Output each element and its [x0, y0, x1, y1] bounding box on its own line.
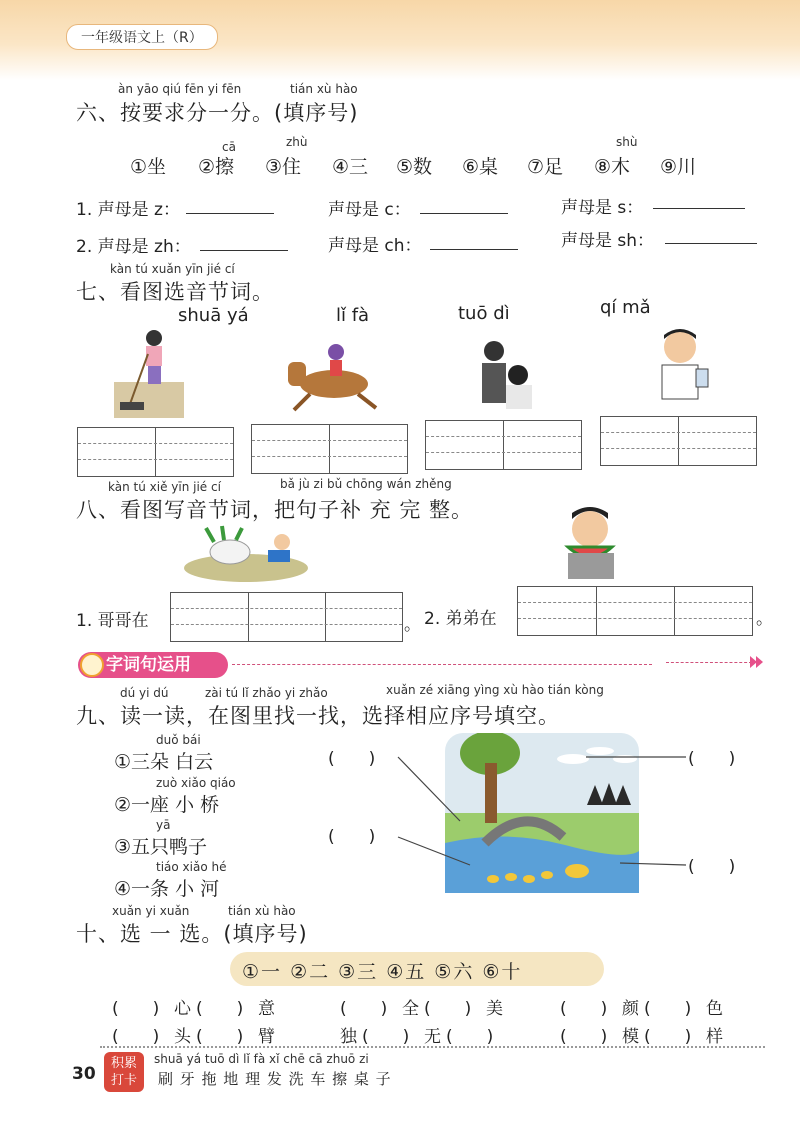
- row2-label-ch: 声母是 ch：: [328, 236, 422, 256]
- s7-title: 七、看图选音节词。: [76, 280, 274, 304]
- paren-left-bottom[interactable]: ( ): [328, 827, 376, 847]
- blank-s[interactable]: [653, 208, 745, 209]
- paren-right-top[interactable]: ( ): [688, 749, 736, 769]
- grid-s7-4[interactable]: [600, 416, 757, 466]
- s10-options: ①一 ②二 ③三 ④五 ⑤六 ⑥十: [242, 961, 523, 983]
- s10-r2-p2[interactable]: ( ): [196, 1027, 244, 1047]
- item1-pinyin: duǒ bái: [156, 733, 201, 747]
- option-5: ⑤数: [396, 156, 433, 178]
- s9-pinyin-1: dú yi dú: [120, 686, 169, 700]
- s10-r1-p4[interactable]: ( ): [424, 999, 472, 1019]
- section-divider: [232, 664, 652, 665]
- s7-pinyin: kàn tú xuǎn yīn jié cí: [110, 262, 235, 276]
- grid-s8-2[interactable]: [517, 586, 753, 636]
- s9-pinyin-3: xuǎn zé xiāng yìng xù hào tián kòng: [386, 683, 604, 697]
- s10-r1-c1: 心: [174, 999, 191, 1019]
- footer-divider: [100, 1046, 765, 1048]
- footer-pinyin: shuā yá tuō dì lǐ fà xǐ chē cā zhuō zi: [154, 1052, 369, 1066]
- s6-title: 六、按要求分一分。(填序号): [76, 101, 359, 125]
- s10-r2-c1: 头: [174, 1027, 191, 1047]
- option-3: ③住: [265, 156, 302, 178]
- blank-c[interactable]: [420, 213, 508, 214]
- option-8: ⑧木: [594, 156, 631, 178]
- option-6: ⑥桌: [462, 156, 499, 178]
- item3-text: ③五只鸭子: [114, 836, 208, 858]
- opt-pinyin-ca: cā: [222, 140, 236, 154]
- grid-s7-3[interactable]: [425, 420, 582, 470]
- word-qima: qí mǎ: [600, 297, 651, 318]
- opt-pinyin-zhu: zhù: [286, 135, 308, 149]
- row1-label-s: 声母是 s：: [561, 198, 644, 218]
- s8-sentence-2: 2. 弟弟在: [424, 609, 497, 629]
- lightbulb-icon: [80, 653, 104, 677]
- option-4: ④三: [332, 156, 369, 178]
- s6-pinyin-2: tián xù hào: [290, 82, 358, 96]
- s8-pinyin-1: kàn tú xiě yīn jié cí: [108, 480, 221, 494]
- section-divider-2: [666, 662, 752, 663]
- blank-zh[interactable]: [200, 250, 288, 251]
- grid-s7-1[interactable]: [77, 427, 234, 477]
- paren-left-top[interactable]: ( ): [328, 749, 376, 769]
- word-shuaya: shuā yá: [178, 305, 249, 326]
- item1-text: ①三朵 白云: [114, 751, 214, 773]
- s8-end-2: 。: [756, 609, 773, 629]
- s10-r2-p1[interactable]: ( ): [112, 1027, 160, 1047]
- s10-pinyin-1: xuǎn yi xuǎn: [112, 904, 190, 918]
- grid-s8-1[interactable]: [170, 592, 403, 642]
- s10-title: 十、选 一 选。(填序号): [76, 922, 308, 946]
- s8-pinyin-2: bǎ jù zi bǔ chōng wán zhěng: [280, 477, 452, 491]
- row2-label-sh: 声母是 sh：: [561, 231, 655, 251]
- s10-r2-c4: 无: [424, 1027, 441, 1047]
- page-number: 30: [72, 1064, 96, 1084]
- book-label: 一年级语文上（R）: [66, 24, 218, 50]
- s10-r2-c6: 样: [706, 1027, 723, 1047]
- s10-r1-c3: 全: [402, 999, 419, 1019]
- eating-watermelon-picture: [562, 505, 622, 581]
- s8-end-1: 。: [404, 615, 421, 635]
- s10-r2-p6[interactable]: ( ): [644, 1027, 692, 1047]
- paren-right-bottom[interactable]: ( ): [688, 857, 736, 877]
- blank-sh[interactable]: [665, 243, 757, 244]
- item4-text: ④一条 小 河: [114, 878, 220, 900]
- badge-line-2: 打卡: [110, 1073, 137, 1088]
- s10-r2-c5: 模: [622, 1027, 639, 1047]
- blank-ch[interactable]: [430, 249, 518, 250]
- grid-s7-2[interactable]: [251, 424, 408, 474]
- s9-pinyin-2: zài tú lǐ zhǎo yi zhǎo: [205, 686, 328, 700]
- mopping-picture: [112, 322, 188, 420]
- s10-r1-p3[interactable]: ( ): [340, 999, 388, 1019]
- row2-label-zh: 2. 声母是 zh：: [76, 237, 191, 257]
- footer-badge: [104, 1052, 144, 1092]
- s10-r1-p5[interactable]: ( ): [560, 999, 608, 1019]
- s10-r1-c6: 色: [706, 999, 723, 1019]
- s6-pinyin-1: àn yāo qiú fēn yi fēn: [118, 82, 242, 96]
- s10-r2-p3[interactable]: ( ): [362, 1027, 410, 1047]
- section-bar: 字词句运用: [78, 652, 228, 678]
- s10-r1-c5: 颜: [622, 999, 639, 1019]
- s10-r2-p4[interactable]: ( ): [446, 1027, 494, 1047]
- brushing-teeth-picture: [654, 327, 712, 403]
- haircut-picture: [476, 335, 536, 411]
- s10-pinyin-2: tián xù hào: [228, 904, 296, 918]
- row1-label-z: 1. 声母是 z：: [76, 200, 180, 220]
- blank-z[interactable]: [186, 213, 274, 214]
- word-tuodi: tuō dì: [458, 303, 510, 324]
- s10-r2-c3: 独: [340, 1027, 357, 1047]
- s10-r1-p1[interactable]: ( ): [112, 999, 160, 1019]
- s10-r2-c2: 臂: [258, 1027, 275, 1047]
- pulling-radish-picture: [184, 524, 310, 582]
- s10-r2-p5[interactable]: ( ): [560, 1027, 608, 1047]
- word-lifa: lǐ fà: [336, 305, 370, 326]
- option-2: ②擦: [198, 156, 235, 178]
- horse-riding-picture: [280, 340, 386, 414]
- item2-pinyin: zuò xiǎo qiáo: [156, 776, 236, 790]
- arrow-right-icon: [748, 654, 764, 670]
- item3-pinyin: yā: [156, 818, 171, 832]
- option-9: ⑨川: [660, 156, 697, 178]
- row1-label-c: 声母是 c：: [328, 200, 411, 220]
- footer-words: 刷 牙 拖 地 理 发 洗 车 擦 桌 子: [158, 1070, 392, 1088]
- s10-r1-p6[interactable]: ( ): [644, 999, 692, 1019]
- s10-r1-c4: 美: [486, 999, 503, 1019]
- option-1: ①坐: [130, 156, 167, 178]
- s10-r1-p2[interactable]: ( ): [196, 999, 244, 1019]
- s8-title: 八、看图写音节词，把句子补 充 完 整。: [76, 498, 474, 522]
- pointer-lines: [390, 745, 690, 875]
- s9-title: 九、读一读，在图里找一找，选择相应序号填空。: [76, 704, 560, 728]
- item2-text: ②一座 小 桥: [114, 794, 220, 816]
- opt-pinyin-shu: shù: [616, 135, 638, 149]
- option-7: ⑦足: [527, 156, 564, 178]
- badge-line-1: 积累: [110, 1056, 137, 1071]
- s8-sentence-1: 1. 哥哥在: [76, 611, 149, 631]
- s10-r1-c2: 意: [258, 999, 275, 1019]
- item4-pinyin: tiáo xiǎo hé: [156, 860, 227, 874]
